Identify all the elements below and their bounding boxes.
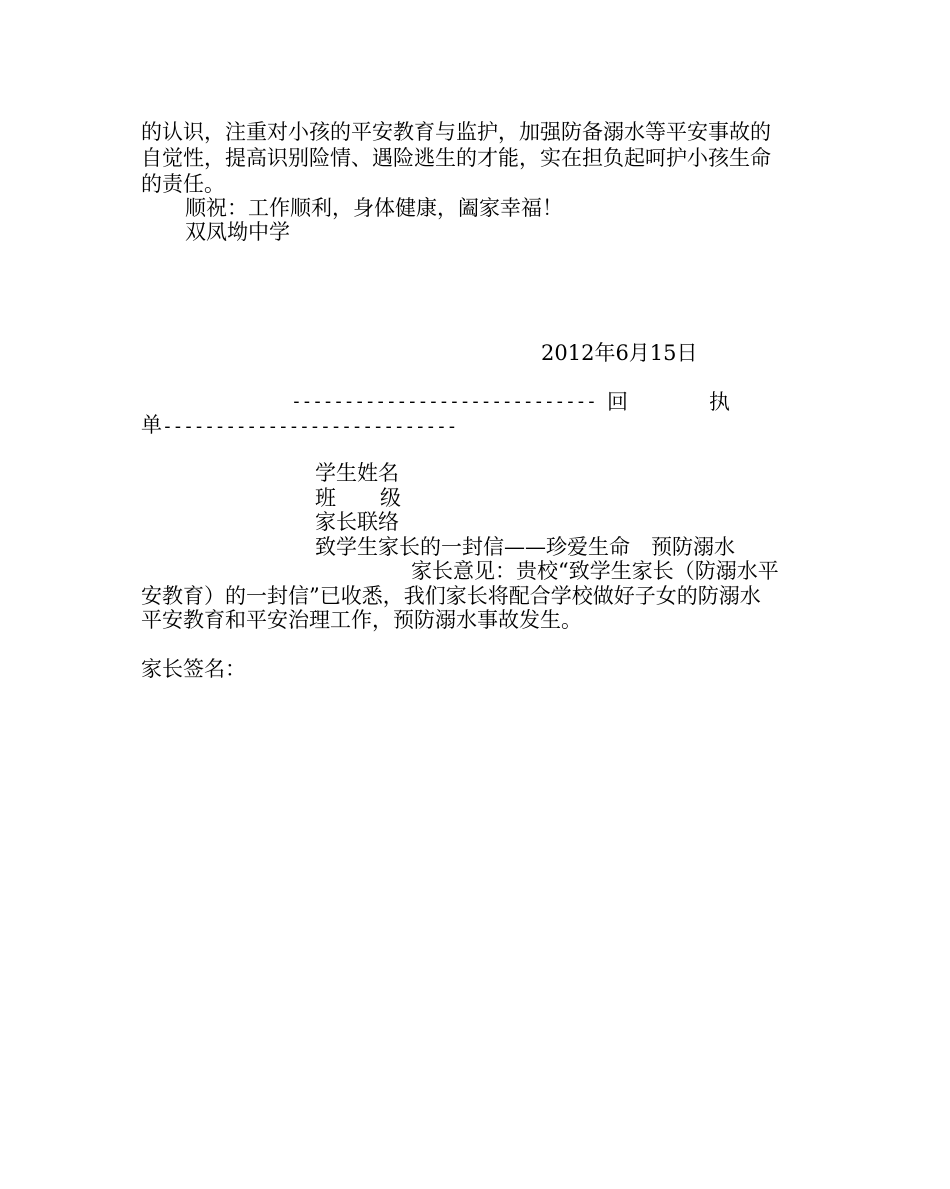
field-student-name: 学生姓名 bbox=[315, 461, 399, 485]
receipt-char-dan: 单 bbox=[141, 413, 162, 437]
letter-line-1: 的认识，注重对小孩的平安教育与监护，加强防备溺水等平安事故的 bbox=[141, 120, 771, 144]
letter-signature: 双凤坳中学 bbox=[185, 220, 290, 244]
field-parent-contact: 家长联络 bbox=[315, 510, 399, 534]
field-class-part1: 班 bbox=[315, 486, 336, 510]
letter-line-2: 自觉性，提高识别险情、遇险逃生的才能，实在担负起呵护小孩生命 bbox=[141, 146, 771, 170]
receipt-dashes-right: ---------------------------- bbox=[162, 416, 458, 437]
field-letter-title: 致学生家长的一封信——珍爱生命 预防溺水 bbox=[315, 535, 735, 559]
receipt-char-hui: 回 bbox=[607, 390, 628, 414]
opinion-line-1: 家长意见：贵校“致学生家长（防溺水平 bbox=[411, 559, 779, 583]
letter-date: 2012年6月15日 bbox=[541, 341, 698, 365]
opinion-line-2: 安教育）的一封信”已收悉，我们家长将配合学校做好子女的防溺水 bbox=[141, 584, 761, 608]
field-class-part2: 级 bbox=[380, 486, 401, 510]
receipt-char-zhi: 执 bbox=[709, 390, 730, 414]
letter-line-3: 的责任。 bbox=[141, 172, 225, 196]
receipt-dashes-left: ----------------------------- bbox=[291, 391, 597, 412]
letter-closing: 顺祝：工作顺利，身体健康，阖家幸福！ bbox=[185, 196, 563, 220]
receipt-dashes-row bbox=[141, 413, 457, 439]
opinion-line-3: 平安教育和平安治理工作，预防溺水事故发生。 bbox=[141, 608, 582, 632]
parent-signature-label: 家长签名： bbox=[141, 657, 246, 681]
field-class bbox=[315, 486, 401, 510]
